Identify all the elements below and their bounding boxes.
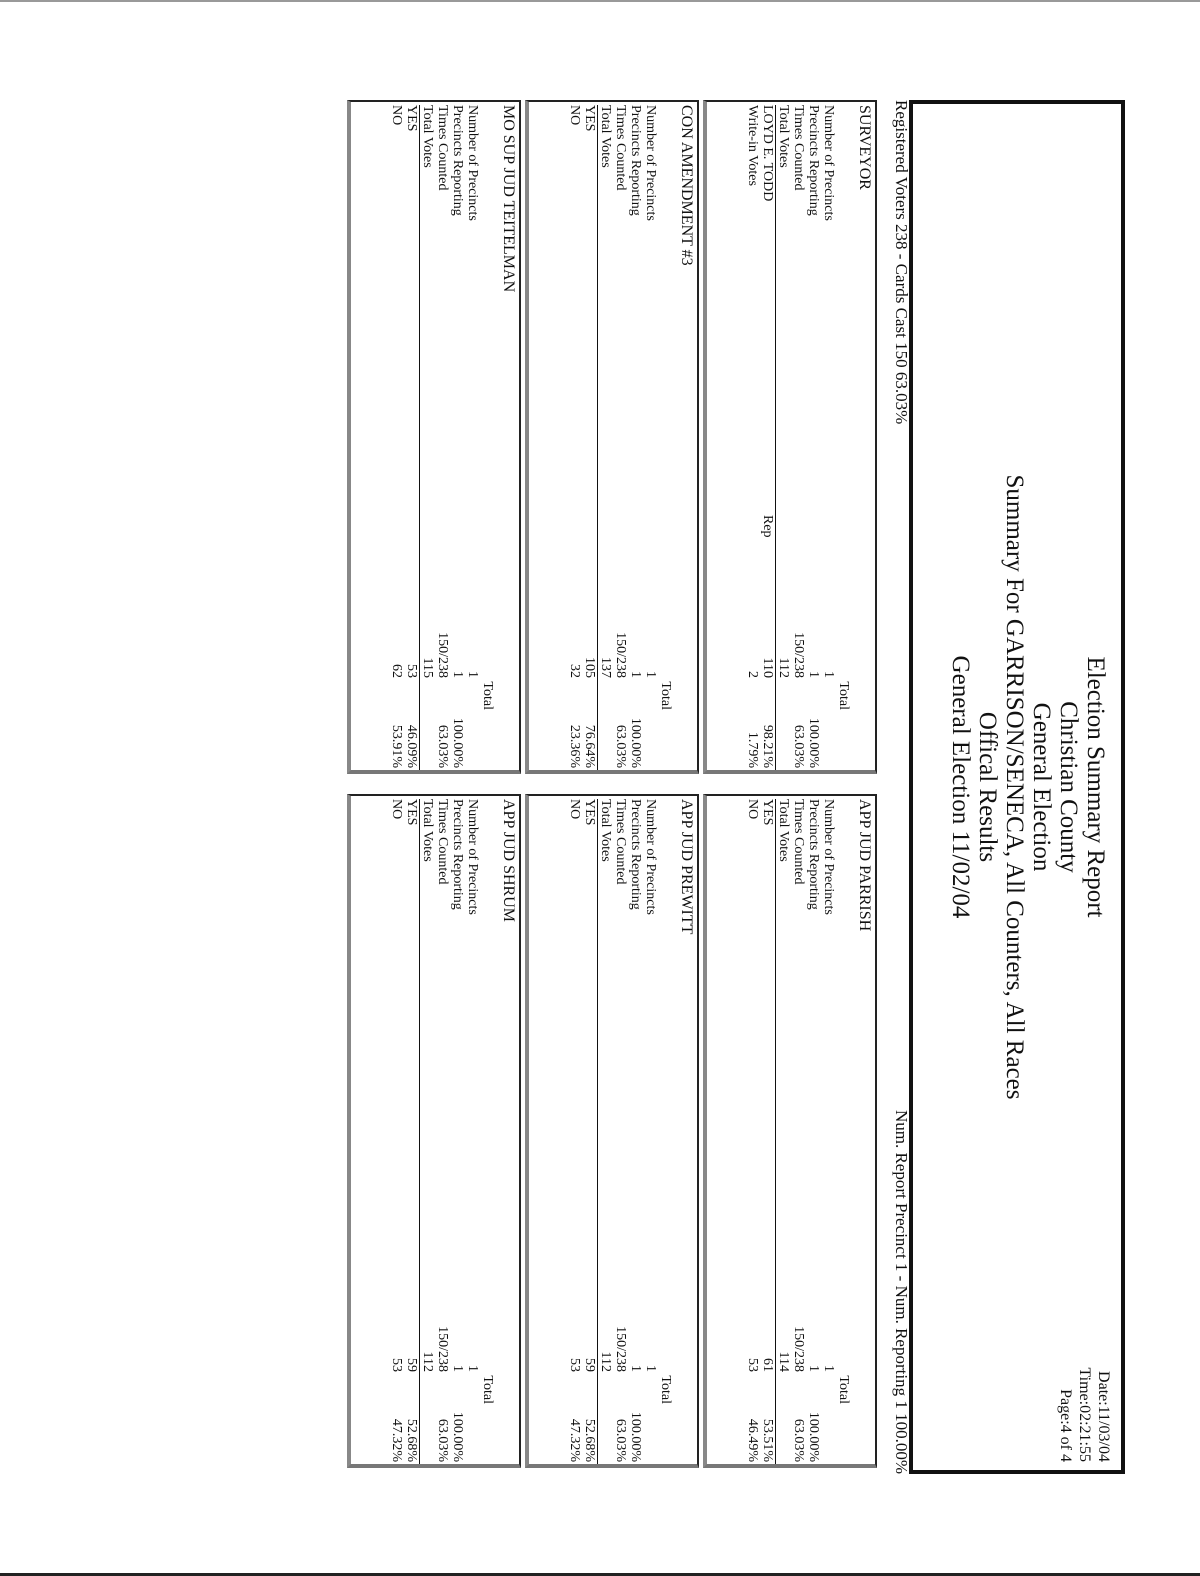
- row-label: LOYD E. TODD: [760, 105, 775, 202]
- row-percent: 100.00%: [450, 717, 465, 768]
- race-row: [806, 799, 821, 1464]
- race-row: [745, 105, 760, 770]
- row-count: 150/238: [791, 632, 806, 678]
- total-column-header: Total: [480, 1375, 495, 1404]
- row-percent: 100.00%: [806, 717, 821, 768]
- row-count: 1: [821, 671, 836, 678]
- race-row: [389, 799, 404, 1464]
- row-count: 1: [628, 1365, 643, 1372]
- total-column-header: Total: [836, 1375, 851, 1404]
- row-count: 1: [806, 671, 821, 678]
- row-count: 62: [389, 664, 404, 678]
- row-count: 150/238: [791, 1326, 806, 1372]
- report-time: Time:02:21:55: [1076, 1367, 1093, 1462]
- row-label: NO: [389, 105, 404, 126]
- race-row: [821, 105, 836, 770]
- row-label: NO: [389, 799, 404, 820]
- race-row: [582, 799, 597, 1464]
- race-row: [597, 105, 613, 770]
- row-percent: 23.36%: [567, 724, 582, 768]
- row-percent: 98.21%: [760, 724, 775, 768]
- row-percent: 100.00%: [806, 1411, 821, 1462]
- race-header-row: [836, 105, 851, 770]
- row-count: 1: [806, 1365, 821, 1372]
- race-row: [613, 799, 628, 1464]
- race-rows: [567, 105, 673, 770]
- race-rows: [389, 799, 495, 1464]
- race-row: [450, 105, 465, 770]
- race-row: [465, 799, 480, 1464]
- row-label: YES: [404, 105, 419, 132]
- row-percent: 100.00%: [628, 717, 643, 768]
- row-percent: 76.64%: [582, 724, 597, 768]
- row-label: Times Counted: [613, 799, 628, 885]
- row-count: 137: [598, 657, 613, 678]
- row-label: Number of Precincts: [821, 799, 836, 915]
- race-rows: [745, 105, 851, 770]
- row-label: Times Counted: [613, 105, 628, 191]
- row-percent: 46.49%: [745, 1418, 760, 1462]
- row-label: Times Counted: [435, 799, 450, 885]
- row-percent: 53.91%: [389, 724, 404, 768]
- race-row: [465, 105, 480, 770]
- row-percent: 100.00%: [450, 1411, 465, 1462]
- row-label: Precincts Reporting: [806, 799, 821, 910]
- race-box: [703, 100, 877, 774]
- rotated-report: [225, 100, 1125, 1480]
- row-label: Total Votes: [776, 799, 791, 862]
- race-row: [582, 105, 597, 770]
- race-box: [525, 100, 699, 774]
- race-row: [435, 105, 450, 770]
- report-stamp: [1056, 1367, 1113, 1462]
- race-rows: [567, 799, 673, 1464]
- registration-line: Registered Voters 238 - Cards Cast 150 63.03%: [892, 100, 911, 425]
- row-label: NO: [567, 105, 582, 126]
- race-row: [628, 799, 643, 1464]
- row-percent: 52.68%: [404, 1418, 419, 1462]
- race-row: [791, 799, 806, 1464]
- row-count: 112: [598, 1351, 613, 1372]
- row-percent: 63.03%: [791, 724, 806, 768]
- race-row: [419, 799, 435, 1464]
- row-percent: 52.68%: [582, 1418, 597, 1462]
- row-count: 1: [465, 1365, 480, 1372]
- row-label: Write-in Votes: [745, 105, 760, 186]
- race-row: [404, 799, 419, 1464]
- row-label: Total Votes: [776, 105, 791, 168]
- race-rows: [745, 799, 851, 1464]
- row-label: Total Votes: [598, 105, 613, 168]
- race-title: SURVEYOR: [856, 105, 873, 190]
- summary-line: Summary For GARRISON/SENECA, All Counters, All Races: [1001, 474, 1028, 1100]
- row-count: 110: [760, 657, 775, 678]
- row-label: Precincts Reporting: [628, 105, 643, 216]
- race-row: [389, 105, 404, 770]
- row-label: YES: [404, 799, 419, 826]
- row-percent: 63.03%: [791, 1418, 806, 1462]
- report-page: Page:4 of 4: [1057, 1389, 1074, 1462]
- scan-edge-top: [0, 0, 1200, 2]
- row-percent: 63.03%: [613, 1418, 628, 1462]
- row-percent: 53.51%: [760, 1418, 775, 1462]
- row-label: Number of Precincts: [643, 799, 658, 915]
- total-column-header: Total: [836, 681, 851, 710]
- race-title: APP JUD PREWITT: [678, 799, 695, 935]
- row-label: Precincts Reporting: [450, 799, 465, 910]
- row-count: 59: [404, 1358, 419, 1372]
- row-label: YES: [582, 105, 597, 132]
- row-count: 32: [567, 664, 582, 678]
- race-title: MO SUP JUD TEITELMAN: [500, 105, 517, 293]
- results-status: Offical Results: [974, 711, 1001, 863]
- county-name: Christian County: [1055, 701, 1082, 873]
- race-row: [643, 799, 658, 1464]
- row-percent: 47.32%: [567, 1418, 582, 1462]
- row-label: Times Counted: [435, 105, 450, 191]
- race-header-row: [836, 799, 851, 1464]
- row-label: Times Counted: [791, 105, 806, 191]
- row-count: 53: [389, 1358, 404, 1372]
- race-row: [745, 799, 760, 1464]
- row-label: Precincts Reporting: [450, 105, 465, 216]
- total-column-header: Total: [658, 1375, 673, 1404]
- row-count: 150/238: [613, 632, 628, 678]
- row-count: 1: [450, 1365, 465, 1372]
- race-row: [404, 105, 419, 770]
- row-count: 1: [821, 1365, 836, 1372]
- row-count: 150/238: [435, 1326, 450, 1372]
- race-row: [760, 799, 775, 1464]
- report-header-box: [909, 100, 1125, 1474]
- race-row: [806, 105, 821, 770]
- race-box: [703, 794, 877, 1468]
- row-percent: 63.03%: [613, 724, 628, 768]
- row-percent: 1.79%: [745, 731, 760, 768]
- row-count: 150/238: [435, 632, 450, 678]
- race-header-row: [480, 799, 495, 1464]
- row-label: Times Counted: [791, 799, 806, 885]
- election-date: General Election 11/02/04: [947, 655, 974, 919]
- row-percent: 47.32%: [389, 1418, 404, 1462]
- race-rows: [389, 105, 495, 770]
- race-title: APP JUD SHRUM: [500, 799, 517, 922]
- row-label: Number of Precincts: [465, 799, 480, 915]
- row-count: 1: [643, 1365, 658, 1372]
- row-count: 112: [420, 1351, 435, 1372]
- row-label: Total Votes: [420, 799, 435, 862]
- race-row: [419, 105, 435, 770]
- row-count: 59: [582, 1358, 597, 1372]
- row-count: 112: [776, 657, 791, 678]
- race-row: [450, 799, 465, 1464]
- row-label: NO: [745, 799, 760, 820]
- race-box: [347, 794, 521, 1468]
- row-count: 115: [420, 657, 435, 678]
- race-row: [613, 105, 628, 770]
- row-count: 105: [582, 657, 597, 678]
- race-row: [643, 105, 658, 770]
- row-count: 53: [745, 1358, 760, 1372]
- row-count: 1: [465, 671, 480, 678]
- row-percent: 63.03%: [435, 1418, 450, 1462]
- election-name: General Election: [1028, 702, 1055, 872]
- race-title: CON AMENDMENT #3: [678, 105, 695, 266]
- race-row: [628, 105, 643, 770]
- row-count: 53: [404, 664, 419, 678]
- row-label: Precincts Reporting: [628, 799, 643, 910]
- race-header-row: [658, 105, 673, 770]
- race-row: [567, 799, 582, 1464]
- race-title: APP JUD PARRISH: [856, 799, 873, 932]
- race-row: [791, 105, 806, 770]
- race-row: [567, 105, 582, 770]
- row-percent: 46.09%: [404, 724, 419, 768]
- row-label: NO: [567, 799, 582, 820]
- row-count: 1: [628, 671, 643, 678]
- reporting-line: Num. Report Precinct 1 - Num. Reporting 1 100.00%: [892, 1109, 911, 1474]
- row-count: 61: [760, 1358, 775, 1372]
- row-label: YES: [582, 799, 597, 826]
- race-box: [347, 100, 521, 774]
- row-count: 1: [450, 671, 465, 678]
- row-label: Precincts Reporting: [806, 105, 821, 216]
- row-count: 2: [745, 671, 760, 678]
- row-count: 1: [643, 671, 658, 678]
- race-header-row: [480, 105, 495, 770]
- row-count: 150/238: [613, 1326, 628, 1372]
- row-label: Number of Precincts: [821, 105, 836, 221]
- total-column-header: Total: [658, 681, 673, 710]
- row-count: 114: [776, 1351, 791, 1372]
- race-row: [435, 799, 450, 1464]
- race-row: [760, 105, 775, 770]
- row-label: YES: [760, 799, 775, 826]
- race-header-row: [658, 799, 673, 1464]
- race-row: [597, 799, 613, 1464]
- row-label: Total Votes: [598, 799, 613, 862]
- race-row: [821, 799, 836, 1464]
- row-party: Rep: [760, 515, 775, 538]
- row-count: 53: [567, 1358, 582, 1372]
- total-column-header: Total: [480, 681, 495, 710]
- race-row: [775, 105, 791, 770]
- row-label: Number of Precincts: [643, 105, 658, 221]
- row-percent: 63.03%: [435, 724, 450, 768]
- row-label: Number of Precincts: [465, 105, 480, 221]
- row-label: Total Votes: [420, 105, 435, 168]
- row-percent: 100.00%: [628, 1411, 643, 1462]
- race-row: [775, 799, 791, 1464]
- report-title: Election Summary Report: [1082, 656, 1109, 918]
- report-date: Date:11/03/04: [1095, 1371, 1112, 1462]
- report-titles: [947, 104, 1109, 1470]
- race-box: [525, 794, 699, 1468]
